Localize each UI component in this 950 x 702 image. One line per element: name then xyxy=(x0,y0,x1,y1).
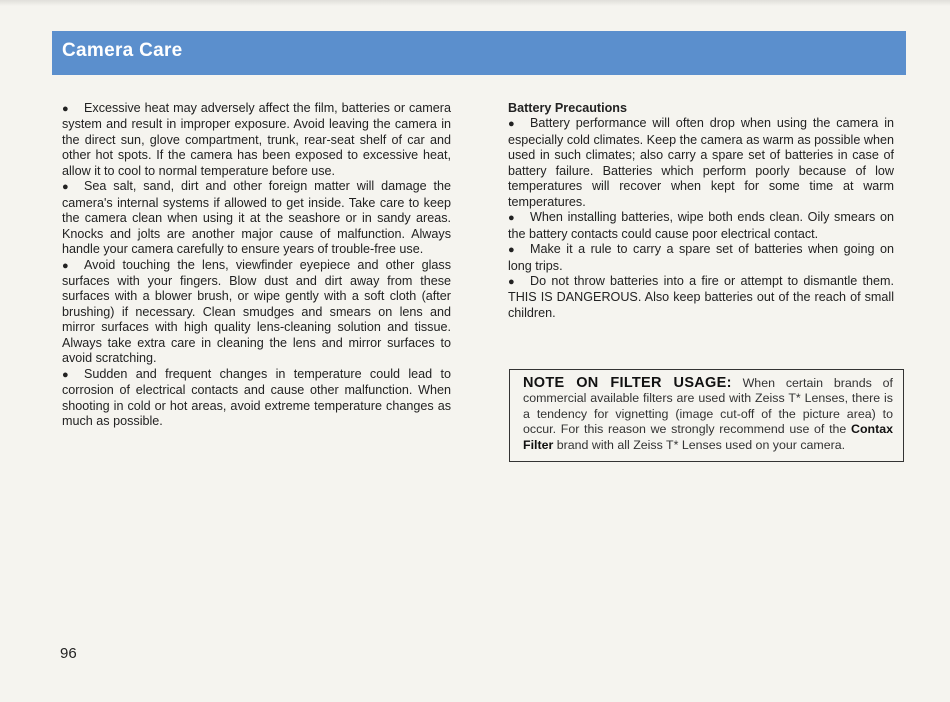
filter-note-box xyxy=(509,369,904,462)
note-heading: NOTE ON FILTER USAGE: xyxy=(523,375,732,391)
paragraph-text: Avoid touching the lens, viewfinder eyepiece and other glass surfaces with your fingers. Blow dust and dirt away from these surfaces with a blower brush, or wipe gently with a soft cloth (after brushing) if necessary. Clean smudges and smears on lens and mirror surfaces with high quality lens-cleaning solution and tissue. Always take extra care in cleaning the lens and mirror surfaces to avoid scratching. xyxy=(62,257,451,366)
note-text: When certain brands of commercial available filters are used with Zeiss T* Lenses, there is a tendency for vignetting (image cut-off of the picture area) to occur. For this reason we strongly recommend use of the xyxy=(523,376,893,437)
bullet-icon: ● xyxy=(508,212,515,225)
battery-precautions-heading: Battery Precautions xyxy=(508,101,627,115)
paragraph-text: Battery performance will often drop when using the camera in especially cold climates. Keep the camera as warm as possible when used in such climates; also carry a spare set of batteries in case of battery failure. Batteries which perform poorly because of low temperatures will recover when kept for some time at warm temperatures. xyxy=(508,116,894,209)
paragraph-danger xyxy=(508,274,894,321)
page-number: 96 xyxy=(60,645,77,662)
paragraph-text: Do not throw batteries into a fire or attempt to dismantle them. THIS IS DANGEROUS. Also keep batteries out of the reach of small children. xyxy=(508,273,894,320)
section-title: Camera Care xyxy=(62,40,183,61)
paragraph-sand xyxy=(62,179,451,257)
section-header-bar xyxy=(52,31,906,75)
paragraph-spare xyxy=(508,242,894,274)
paragraph-cold xyxy=(508,116,894,210)
paragraph-lens xyxy=(62,258,451,367)
paragraph-text: Make it a rule to carry a spare set of batteries when going on long trips. xyxy=(508,242,894,273)
paragraph-text: Sudden and frequent changes in temperature could lead to corrosion of electrical contacts and cause other malfunction. When shooting in cold or hot areas, avoid extreme temperature changes as much as possible. xyxy=(62,366,451,429)
bullet-icon: ● xyxy=(62,181,69,194)
paragraph-text: When installing batteries, wipe both ends clean. Oily smears on the battery contacts could cause poor electrical contact. xyxy=(508,210,894,241)
left-column xyxy=(62,101,451,430)
bullet-icon: ● xyxy=(508,275,515,288)
bullet-icon: ● xyxy=(62,368,69,381)
bullet-icon: ● xyxy=(62,259,69,272)
bullet-icon: ● xyxy=(508,244,515,257)
paragraph-install xyxy=(508,210,894,242)
page-edge xyxy=(0,0,950,6)
paragraph-text: Sea salt, sand, dirt and other foreign matter will damage the camera's internal systems if allowed to get inside. Take care to keep the camera clean when using it at the seashore or in sandy areas. Knocks and jolts are another major cause of malfunction. Always handle your camera carefully to ensure years of trouble-free use. xyxy=(62,179,451,257)
bullet-icon: ● xyxy=(508,118,515,131)
paragraph-text: Excessive heat may adversely affect the film, batteries or camera system and result in improper exposure. Avoid leaving the camera in the direct sun, glove compartment, trunk, rear-seat shelf of car and other hot spots. If the camera has been exposed to excessive heat, allow it to cool to normal temperature before use. xyxy=(62,101,451,178)
paragraph-temperature xyxy=(62,367,451,430)
bullet-icon: ● xyxy=(62,103,69,115)
note-text-end: brand with all Zeiss T* Lenses used on your camera. xyxy=(553,437,846,452)
paragraph-heat xyxy=(62,101,451,179)
note-emphasis: Contax Filter xyxy=(523,422,893,452)
right-column xyxy=(508,101,894,321)
